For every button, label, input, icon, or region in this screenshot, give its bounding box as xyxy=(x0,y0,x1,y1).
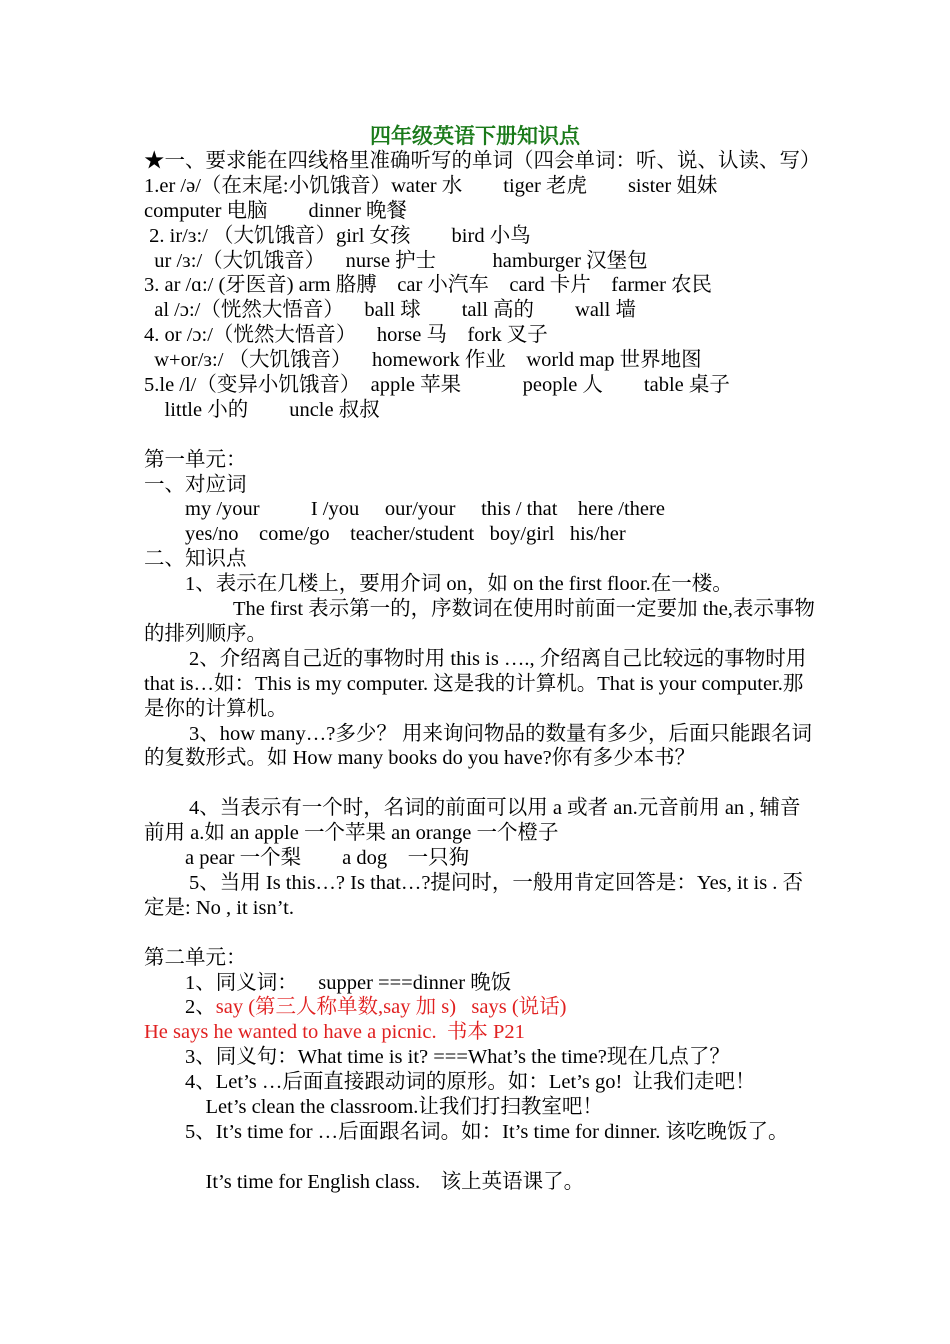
pairs-line: my /your I /you our/your this / that here /there xyxy=(144,498,665,521)
blank-line xyxy=(144,921,819,946)
point-2: 2、介绍离自己近的事物时用 this is …., 介绍离自己比较远的事物时用 that is…如：This is my computer. 这是我的计算机。That is your computer.那是你的计算机。 xyxy=(144,647,807,720)
point-5: 5、当用 Is this…? Is that…?提问时，一般用肯定回答是：Yes, it is . 否定是: No , it isn’t. xyxy=(144,871,804,919)
unit2-point-1: 1、同义词： supper ===dinner 晚饭 xyxy=(144,971,512,994)
unit2-point-2-text: say (第三人称单数,say 加 s) says (说话) xyxy=(215,996,567,1019)
vocab-line: ur /ɜ:/（大饥饿音） nurse 护士 hamburger 汉堡包 xyxy=(144,249,648,272)
point-3: 3、how many…?多少？ 用来询问物品的数量有多少，后面只能跟名词的复数形式。如 How many books do you have?你有多少本书？ xyxy=(144,722,812,770)
vocab-line: little 小的 uncle 叔叔 xyxy=(144,398,380,421)
section-heading: 一、对应词 xyxy=(144,473,247,496)
vocab-line: computer 电脑 dinner 晚餐 xyxy=(144,199,408,222)
intro-heading: ★一、要求能在四线格里准确听写的单词（四会单词：听、说、认读、写） xyxy=(144,150,821,172)
unit2-point-2-number: 2、 xyxy=(144,996,216,1019)
document-body xyxy=(144,149,819,1195)
blank-line xyxy=(144,423,819,448)
unit2-point-3: 3、同义句：What time is it? ===What’s the time?现在几点了？ xyxy=(144,1046,730,1069)
page-title: 四年级英语下册知识点 xyxy=(370,124,580,148)
section-heading: 二、知识点 xyxy=(144,548,247,571)
unit2-point-5: 5、It’s time for …后面跟名词。如：It’s time for dinner. 该吃晚饭了。 xyxy=(144,1120,789,1143)
pairs-line: yes/no come/go teacher/student boy/girl his/her xyxy=(144,523,626,546)
vocab-line: 1.er /ə/（在末尾:小饥饿音）water 水 tiger 老虎 sister 姐妹 xyxy=(144,174,718,197)
unit2-point-4-example: Let’s clean the classroom.让我们打扫教室吧！ xyxy=(144,1096,603,1119)
unit2-point-5-example: It’s time for English class. 该上英语课了。 xyxy=(144,1170,585,1193)
point-4: 4、当表示有一个时，名词的前面可以用 a 或者 an.元音前用 an , 辅音前用 a.如 an apple 一个苹果 an orange 一个橙子 xyxy=(144,797,801,845)
unit2-point-2 xyxy=(144,995,819,1020)
vocab-line: 2. ir/ɜ:/ （大饥饿音）girl 女孩 bird 小鸟 xyxy=(144,224,531,247)
point-1: 1、表示在几楼上，要用介词 on，如 on the first floor.在一楼。 xyxy=(144,573,733,596)
unit2-point-4: 4、Let’s …后面直接跟动词的原形。如：Let’s go! 让我们走吧！ xyxy=(144,1071,756,1094)
unit2-point-2-example: He says he wanted to have a picnic. 书本 P21 xyxy=(144,1021,525,1044)
blank-line xyxy=(144,1145,819,1170)
unit1-heading: 第一单元： xyxy=(144,448,247,471)
vocab-line: w+or/ɜ:/ （大饥饿音） homework 作业 world map 世界地图 xyxy=(144,349,702,372)
vocab-line: 3. ar /ɑ:/ (牙医音) arm 胳膊 car 小汽车 card 卡片 farmer 农民 xyxy=(144,274,713,297)
point-4-example: a pear 一个梨 a dog 一只狗 xyxy=(144,847,470,870)
vocab-line: 4. or /ɔ:/（恍然大悟音） horse 马 fork 叉子 xyxy=(144,324,548,347)
point-1-note: The first 表示第一的，序数词在使用时前面一定要加 the,表示事物的排列顺序。 xyxy=(144,598,815,645)
unit2-heading: 第二单元： xyxy=(144,946,247,969)
vocab-line: al /ɔ:/（恍然大悟音） ball 球 tall 高的 wall 墙 xyxy=(144,299,636,322)
vocab-line: 5.le /l/（变异小饥饿音） apple 苹果 people 人 table 桌子 xyxy=(144,374,730,397)
blank-line xyxy=(144,771,819,796)
